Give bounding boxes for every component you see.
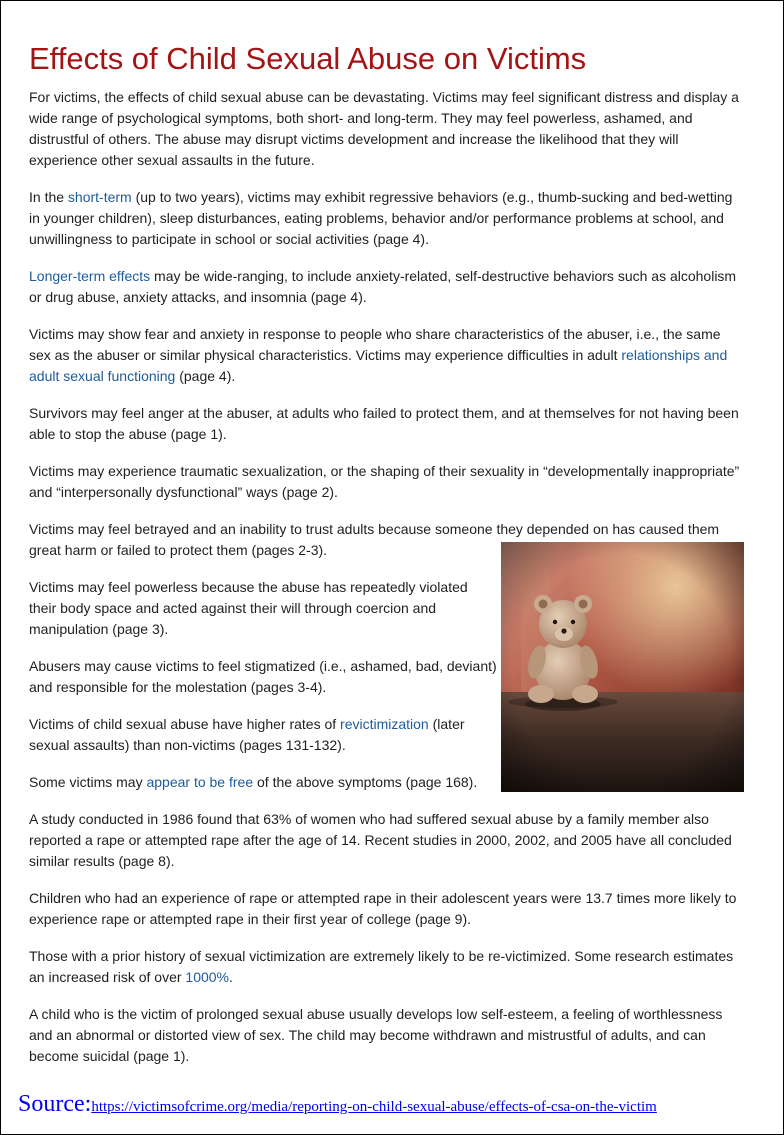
paragraph-sexualization: Victims may experience traumatic sexualization, or the shaping of their sexuality in “developmentally inappropriate” and “interpersonally dysfunctional” ways (page 2). xyxy=(29,463,740,500)
text-segment: Those with a prior history of sexual victimization are extremely likely to be re-victimized. Some research estimates an increased risk of over xyxy=(29,948,734,985)
text-segment: . xyxy=(229,969,233,985)
paragraph-fear-anxiety xyxy=(29,324,745,387)
text-segment: Some victims may xyxy=(29,774,147,790)
text-segment: (up to two years), victims may exhibit regressive behaviors (e.g., thumb-sucking and bed-wetting in younger children), sleep disturbances, eating problems, behavior and/or performance problems at school, and unwillingness to participate in school or social activities (page 4). xyxy=(29,189,733,247)
text-line: and responsible for the molestation (pages 3-4). xyxy=(29,679,327,695)
teddy-bear-photo xyxy=(501,542,744,792)
appear-to-be-free-link[interactable]: appear to be free xyxy=(146,774,254,790)
relationships-link[interactable]: relationships and adult sexual functioning xyxy=(29,347,728,384)
longer-term-effects-link[interactable]: Longer-term effects xyxy=(29,268,151,284)
source-label: Source: xyxy=(18,1091,92,1117)
paragraph-longer-term xyxy=(29,266,745,308)
paragraph-anger: Survivors may feel anger at the abuser, at adults who failed to protect them, and at themselves for not having been able to stop the abuse (page 1). xyxy=(29,405,739,442)
text-line: Abusers may cause victims to feel stigmatized (i.e., ashamed, bad, deviant) xyxy=(29,658,497,674)
text-line: their body space and acted against their will through coercion and xyxy=(29,600,437,616)
paragraph-prior-history xyxy=(29,946,745,988)
paragraph-self-esteem: A child who is the victim of prolonged sexual abuse usually develops low self-esteem, a feeling of worthlessness and an abnormal or distorted view of sex. The child may become withdrawn and mistrustful of adults, and can become suicidal (page 1). xyxy=(29,1006,723,1064)
short-term-link[interactable]: short-term xyxy=(67,189,132,205)
paragraph-intro: For victims, the effects of child sexual abuse can be devastating. Victims may feel significant distress and display a wide range of psychological symptoms, both short- and long-term. They may feel powerless, ashamed, and distrustful of others. The abuse may disrupt victims development and increase the likelihood that they will experience other sexual assaults in the future. xyxy=(29,89,739,168)
text-line: Victims may feel powerless because the abuse has repeatedly violated xyxy=(29,579,468,595)
text-segment: of the above symptoms (page 168). xyxy=(253,774,478,790)
1000-percent-link[interactable]: 1000% xyxy=(185,969,229,985)
revictimization-link[interactable]: revictimization xyxy=(340,716,429,732)
text-line: manipulation (page 3). xyxy=(29,621,169,637)
source-citation xyxy=(18,1091,778,1118)
paragraph-study-1986: A study conducted in 1986 found that 63% of women who had suffered sexual abuse by a family member also reported a rape or attempted rape after the age of 14. Recent studies in 2000, 2002, and 2005 have all concluded similar results (page 8). xyxy=(29,811,732,869)
text-segment: may be wide-ranging, to include anxiety-related, self-destructive behaviors such as alcoholism or drug abuse, anxiety attacks, and insomnia (page 4). xyxy=(29,268,737,305)
source-url-link[interactable]: https://victimsofcrime.org/media/reporting-on-child-sexual-abuse/effects-of-csa-on-the-victim xyxy=(91,1099,657,1115)
teddy-bear-illustration xyxy=(501,542,744,792)
page-title: Effects of Child Sexual Abuse on Victims xyxy=(29,41,587,76)
text-segment: Victims may show fear and anxiety in response to people who share characteristics of the abuser, i.e., the same sex as the abuser or similar physical characteristics. Victims may experience difficulties in adult xyxy=(29,326,721,363)
paragraph-adolescent: Children who had an experience of rape or attempted rape in their adolescent years were 13.7 times more likely to experience rape or attempted rape in their first year of college (page 9). xyxy=(29,890,737,927)
text-segment: (later xyxy=(428,716,465,732)
text-segment: (page 4). xyxy=(175,368,236,384)
text-line: sexual assaults) than non-victims (pages 131-132). xyxy=(29,737,346,753)
text-line: great harm or failed to protect them (pages 2-3). xyxy=(29,542,328,558)
paragraph-short-term xyxy=(29,187,745,250)
text-segment: In the xyxy=(29,189,68,205)
text-segment: Victims of child sexual abuse have higher rates of xyxy=(29,716,341,732)
text-line: Victims may feel betrayed and an inability to trust adults because someone they depended on has caused them xyxy=(29,521,720,537)
